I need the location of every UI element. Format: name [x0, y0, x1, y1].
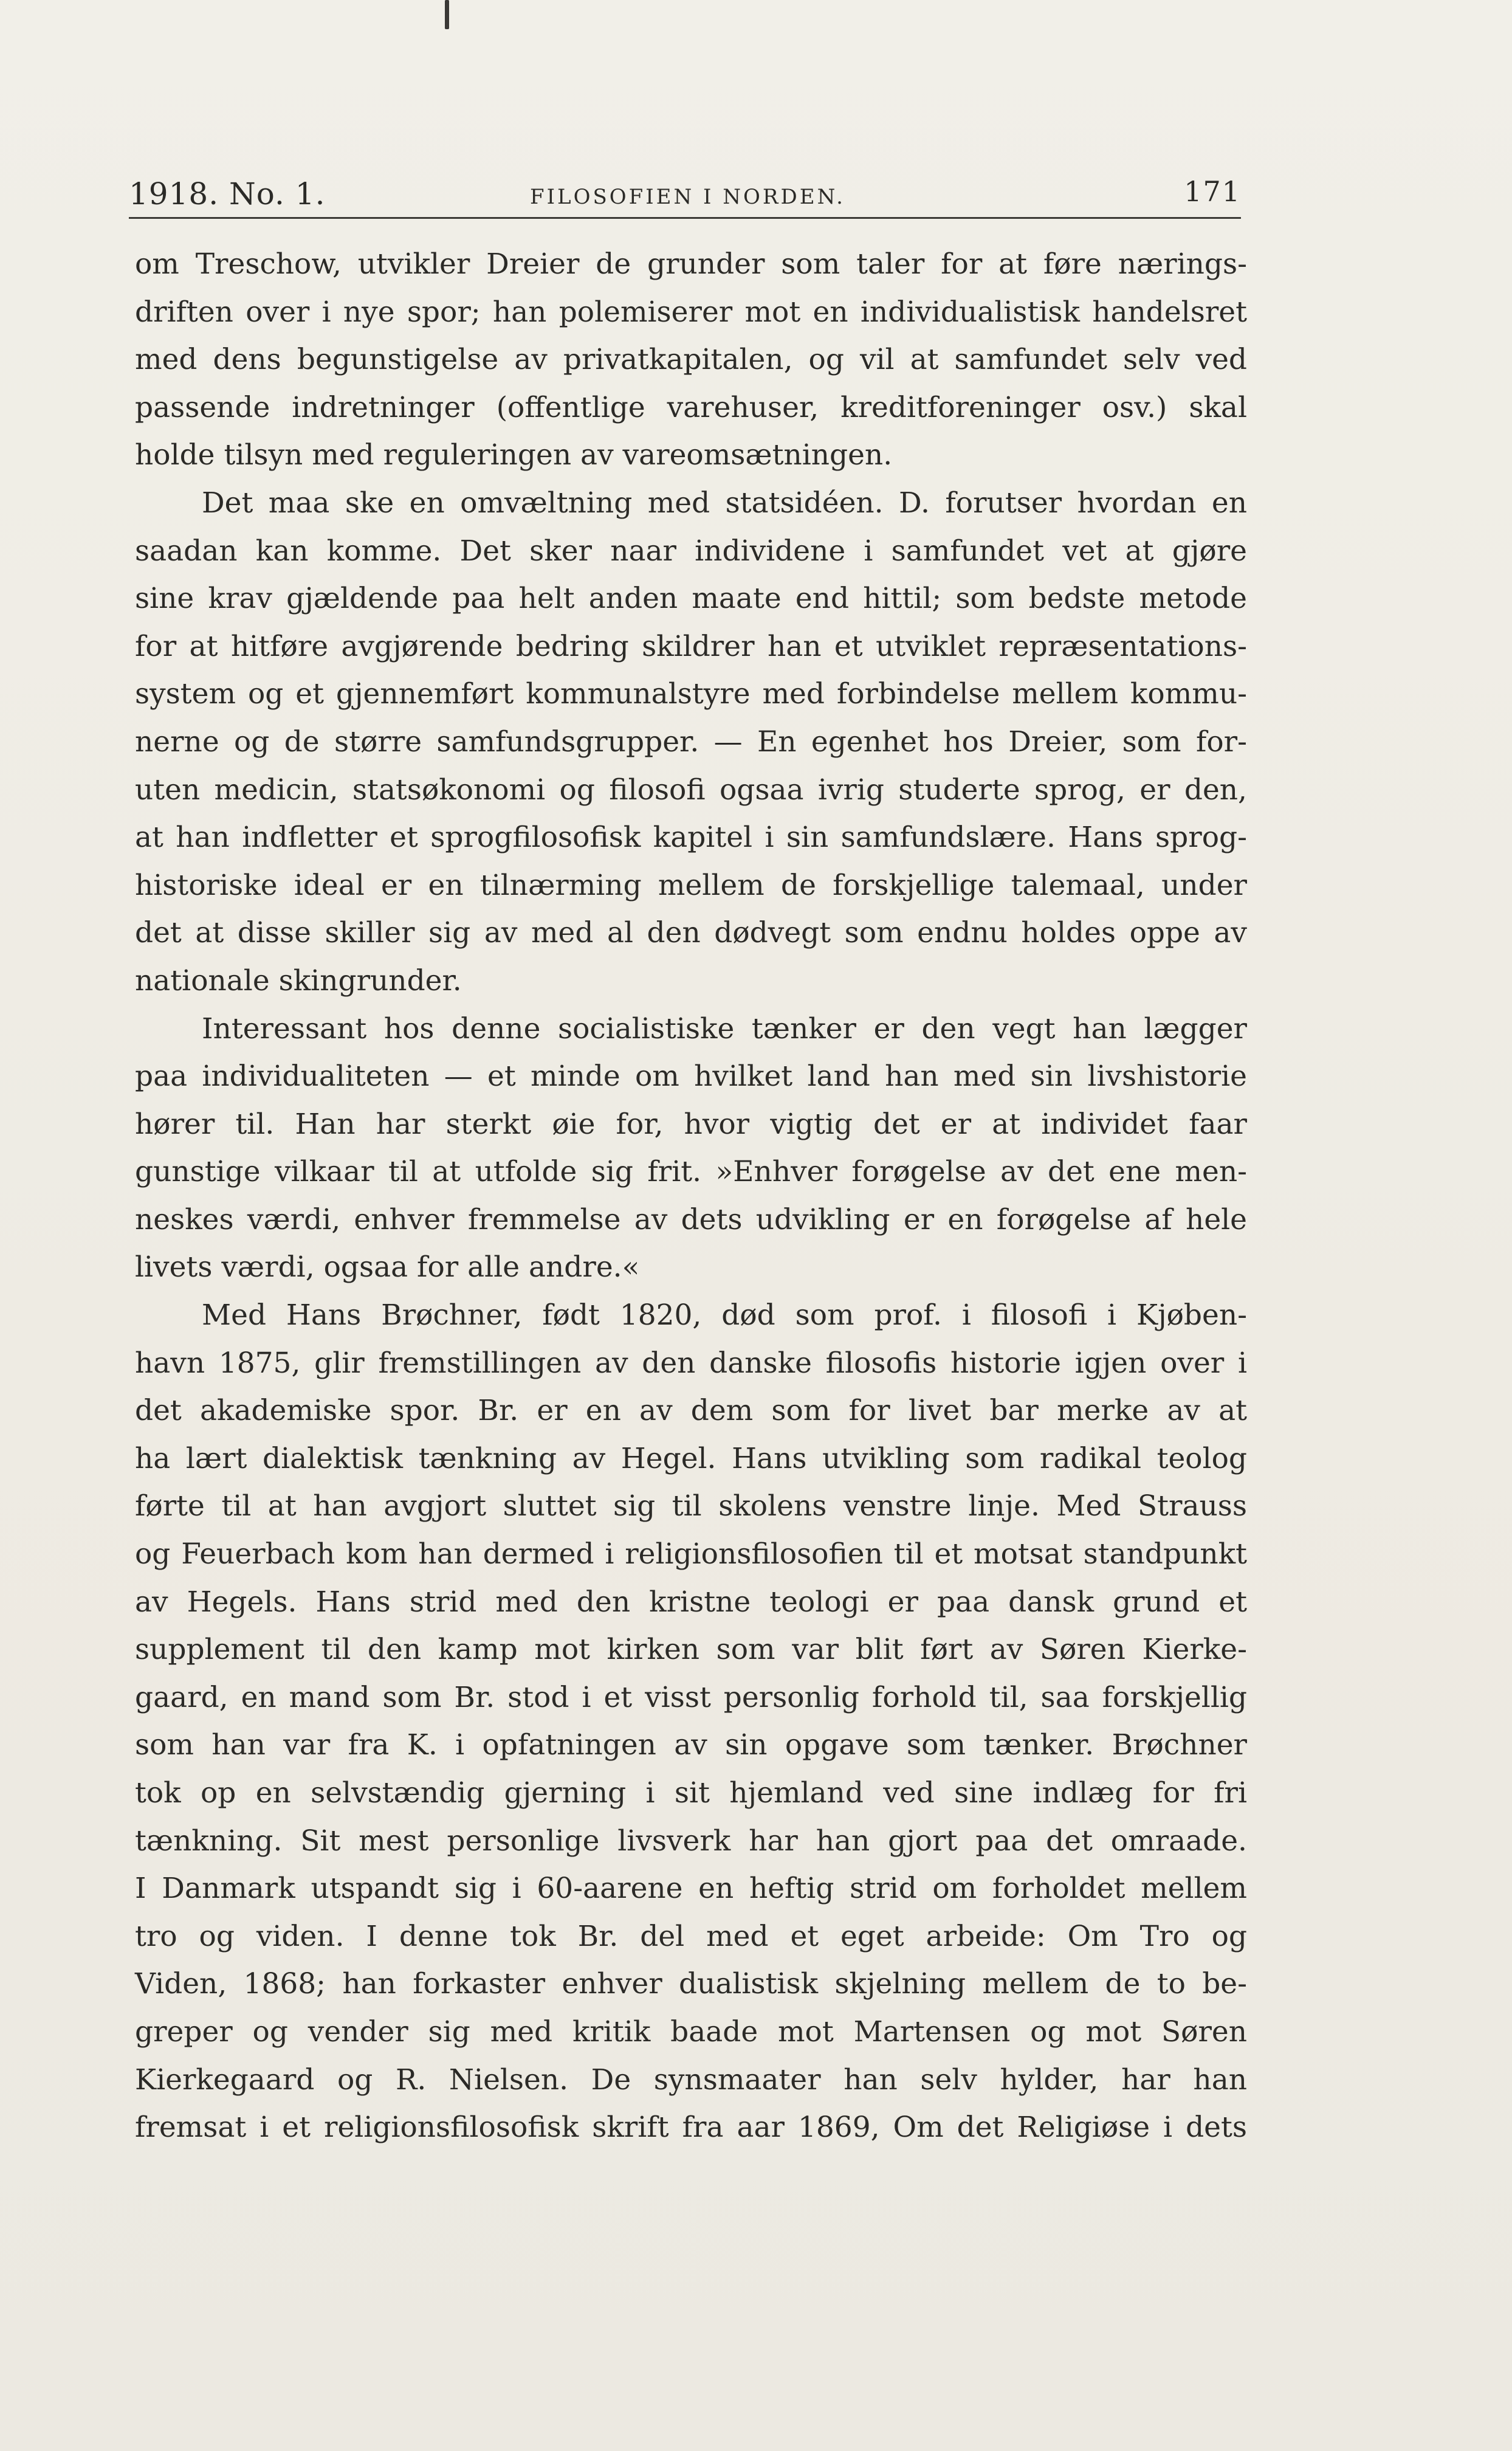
- text-line: tok op en selvstændig gjerning i sit hjemland ved sine indlæg for fri: [135, 1776, 1247, 1810]
- text-line: av Hegels. Hans strid med den kristne teologi er paa dansk grund et: [135, 1585, 1247, 1619]
- text-line: hører til. Han har sterkt øie for, hvor vigtig det er at individet faar: [135, 1107, 1247, 1141]
- text-line: nationale skingrunder.: [135, 964, 462, 998]
- text-line: passende indretninger (offentlige varehuser, kreditforeninger osv.) skal: [135, 390, 1247, 424]
- text-line: neskes værdi, enhver fremmelse av dets udvikling er en forøgelse af hele: [135, 1202, 1247, 1236]
- running-header: [129, 171, 1241, 219]
- text-line: supplement til den kamp mot kirken som var blit ført av Søren Kierke-: [135, 1633, 1247, 1667]
- body-text: [135, 241, 1247, 2152]
- text-line: med dens begunstigelse av privatkapitalen, og vil at samfundet selv ved: [135, 343, 1247, 377]
- text-line: tro og viden. I denne tok Br. del med et eget arbeide: Om Tro og: [135, 1919, 1247, 1953]
- page-number: 171: [1184, 175, 1241, 208]
- text-line: I Danmark utspandt sig i 60-aarene en heftig strid om forholdet mellem: [135, 1872, 1247, 1906]
- section-title: FILOSOFIEN I NORDEN.: [530, 185, 845, 209]
- text-line: livets værdi, ogsaa for alle andre.«: [135, 1250, 640, 1284]
- text-line: holde tilsyn med reguleringen av vareomsætningen.: [135, 438, 893, 472]
- text-line: Interessant hos denne socialistiske tænker er den vegt han lægger: [202, 1012, 1247, 1046]
- text-line: at han indfletter et sprogfilosofisk kapitel i sin samfundslære. Hans sprog-: [135, 821, 1247, 855]
- text-line: førte til at han avgjort sluttet sig til skolens venstre linje. Med Strauss: [135, 1489, 1247, 1523]
- text-line: system og et gjennemført kommunalstyre med forbindelse mellem kommu-: [135, 677, 1247, 711]
- text-line: tænkning. Sit mest personlige livsverk har han gjort paa det omraade.: [135, 1824, 1247, 1858]
- text-line: uten medicin, statsøkonomi og filosofi ogsaa ivrig studerte sprog, er den,: [135, 773, 1247, 807]
- text-line: Det maa ske en omvæltning med statsidéen. D. forutser hvordan en: [202, 486, 1247, 520]
- text-line: fremsat i et religionsfilosofisk skrift fra aar 1869, Om det Religiøse i dets: [135, 2111, 1247, 2145]
- text-line: som han var fra K. i opfatningen av sin opgave som tænker. Brøchner: [135, 1728, 1247, 1762]
- text-line: Med Hans Brøchner, født 1820, død som prof. i filosofi i Kjøben-: [202, 1298, 1247, 1332]
- header-rule: [129, 217, 1241, 219]
- text-line: havn 1875, glir fremstillingen av den danske filosofis historie igjen over i: [135, 1346, 1247, 1380]
- ink-speck: [445, 0, 449, 29]
- text-line: historiske ideal er en tilnærming mellem de forskjellige talemaal, under: [135, 868, 1247, 902]
- issue-label: 1918. No. 1.: [129, 176, 326, 212]
- paragraph: [135, 241, 1247, 480]
- text-line: om Treschow, utvikler Dreier de grunder som taler for at føre nærings-: [135, 247, 1247, 281]
- paragraph: [135, 480, 1247, 1005]
- text-line: det akademiske spor. Br. er en av dem som for livet bar merke av at: [135, 1394, 1247, 1428]
- text-line: paa individualiteten — et minde om hvilket land han med sin livshistorie: [135, 1060, 1247, 1094]
- text-line: gunstige vilkaar til at utfolde sig frit. »Enhver forøgelse av det ene men-: [135, 1155, 1247, 1189]
- text-line: det at disse skiller sig av med al den dødvegt som endnu holdes oppe av: [135, 916, 1247, 950]
- text-line: greper og vender sig med kritik baade mot Martensen og mot Søren: [135, 2015, 1247, 2049]
- text-line: Kierkegaard og R. Nielsen. De synsmaater han selv hylder, har han: [135, 2063, 1247, 2097]
- text-line: sine krav gjældende paa helt anden maate end hittil; som bedste metode: [135, 582, 1247, 616]
- text-line: nerne og de større samfundsgrupper. — En egenhet hos Dreier, som for-: [135, 725, 1247, 759]
- text-line: Viden, 1868; han forkaster enhver dualistisk skjelning mellem de to be-: [135, 1967, 1247, 2001]
- text-line: for at hitføre avgjørende bedring skildrer han et utviklet repræsentations-: [135, 629, 1247, 663]
- paragraph: [135, 1292, 1247, 2152]
- paragraph: [135, 1005, 1247, 1292]
- text-line: ha lært dialektisk tænkning av Hegel. Hans utvikling som radikal teolog: [135, 1441, 1247, 1475]
- text-line: driften over i nye spor; han polemiserer mot en individualistisk handelsret: [135, 295, 1247, 329]
- text-line: og Feuerbach kom han dermed i religionsfilosofien til et motsat standpunkt: [135, 1537, 1247, 1571]
- text-line: saadan kan komme. Det sker naar individene i samfundet vet at gjøre: [135, 534, 1247, 568]
- text-line: gaard, en mand som Br. stod i et visst personlig forhold til, saa forskjellig: [135, 1680, 1247, 1714]
